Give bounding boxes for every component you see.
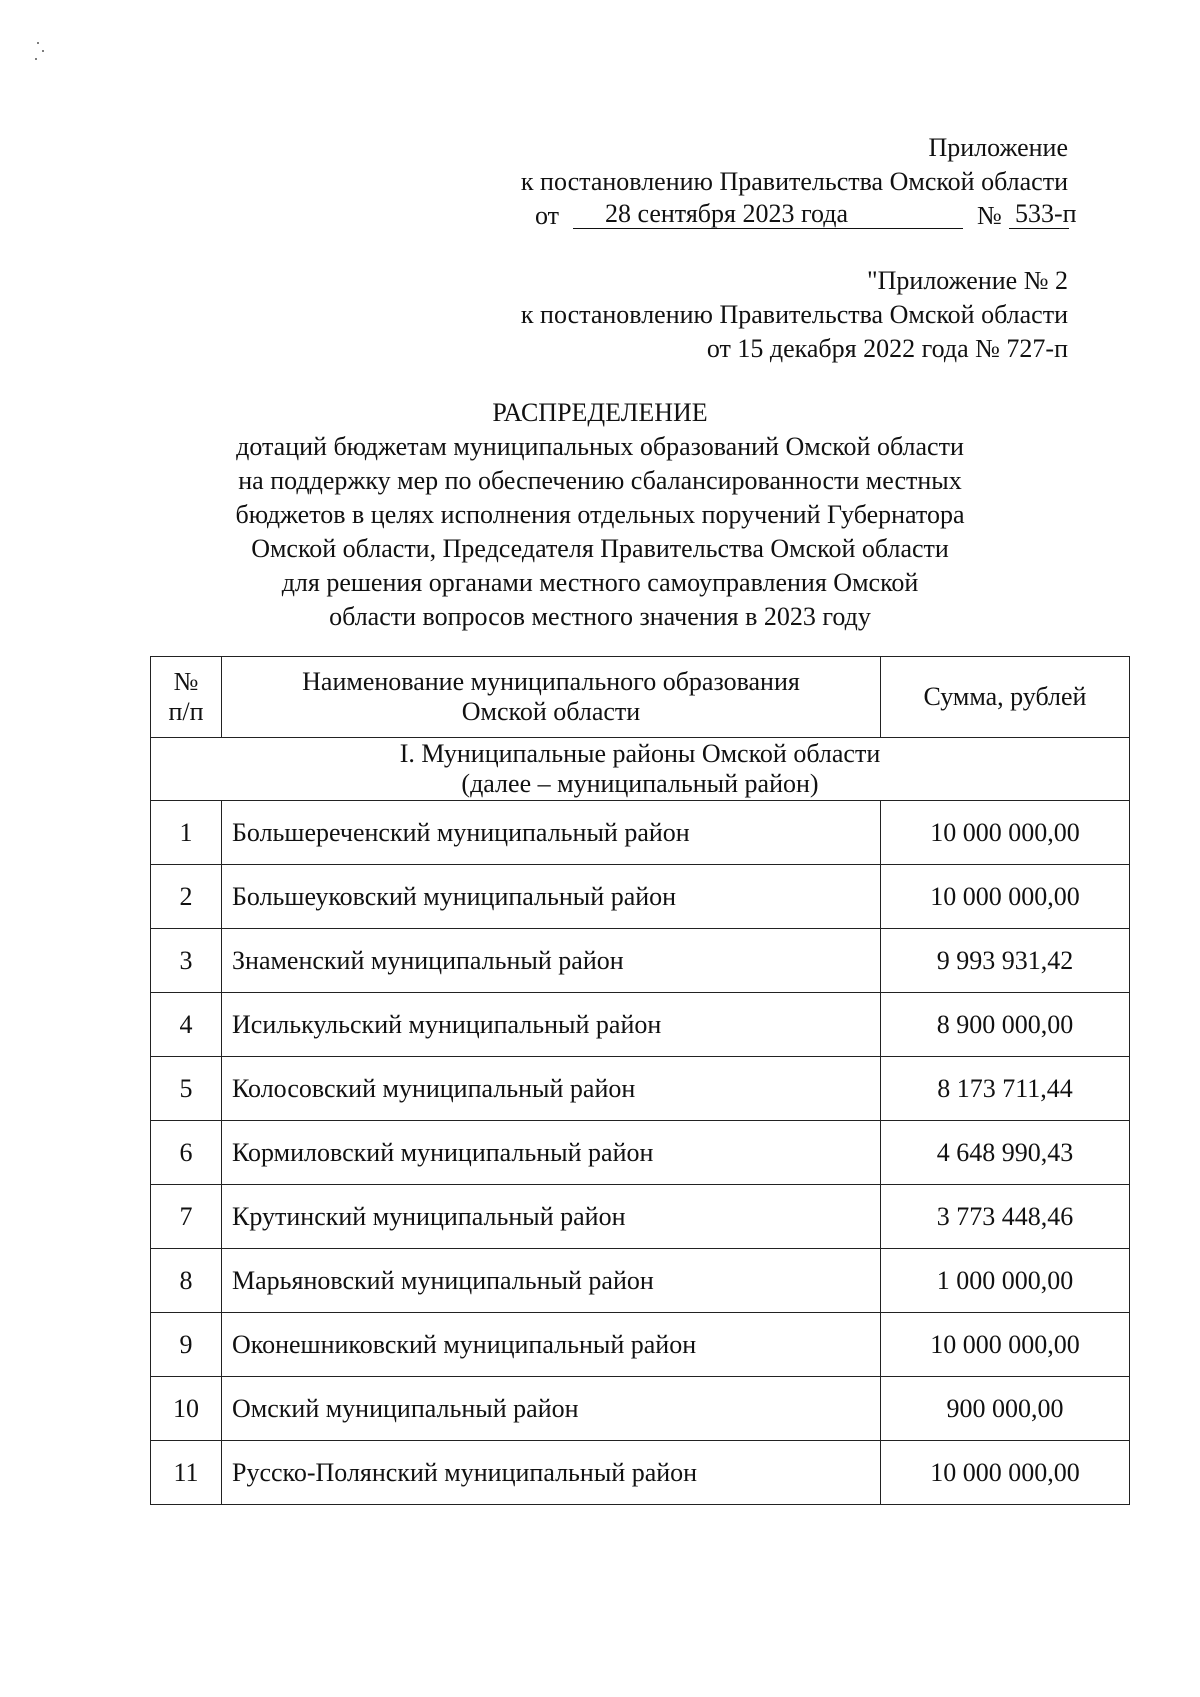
header-name-line: Наименование муниципального образования xyxy=(302,667,800,696)
row-number: 2 xyxy=(151,865,222,929)
heading-line: бюджетов в целях исполнения отдельных поручений Губернатора xyxy=(235,500,965,529)
appendix-title: Приложение xyxy=(928,133,1068,162)
section-subtitle: (далее – муниципальный район) xyxy=(461,769,819,798)
table-row xyxy=(151,1313,1130,1377)
header-name-cell xyxy=(222,657,881,738)
heading-line: Омской области, Председателя Правительства Омской области xyxy=(251,534,949,563)
row-number: 6 xyxy=(151,1121,222,1185)
row-sum: 10 000 000,00 xyxy=(881,865,1130,929)
table-row xyxy=(151,1057,1130,1121)
prior-appendix-title: "Приложение № 2 xyxy=(867,266,1068,295)
row-sum: 8 173 711,44 xyxy=(881,1057,1130,1121)
number-prefix: № xyxy=(977,201,1002,230)
row-name: Оконешниковский муниципальный район xyxy=(222,1313,881,1377)
table-row xyxy=(151,1377,1130,1441)
date-field xyxy=(573,200,963,229)
row-sum: 10 000 000,00 xyxy=(881,801,1130,865)
row-number: 9 xyxy=(151,1313,222,1377)
row-name: Кормиловский муниципальный район xyxy=(222,1121,881,1185)
heading-line: для решения органами местного самоуправления Омской xyxy=(281,568,919,597)
decree-date: 28 сентября 2023 года xyxy=(605,199,849,228)
header-number-line: № xyxy=(173,667,199,696)
scan-speck xyxy=(42,50,44,52)
header-number-line: п/п xyxy=(168,697,204,726)
row-name: Русско-Полянский муниципальный район xyxy=(222,1441,881,1505)
distribution-table xyxy=(150,656,1130,1505)
row-number: 11 xyxy=(151,1441,222,1505)
row-name: Большеуковский муниципальный район xyxy=(222,865,881,929)
row-name: Крутинский муниципальный район xyxy=(222,1185,881,1249)
scan-speck xyxy=(37,42,39,44)
section-title: I. Муниципальные районы Омской области xyxy=(399,739,881,768)
section-row xyxy=(151,738,1130,801)
section-cell xyxy=(151,738,1130,801)
row-number: 5 xyxy=(151,1057,222,1121)
table-row xyxy=(151,929,1130,993)
row-sum: 9 993 931,42 xyxy=(881,929,1130,993)
scan-speck xyxy=(35,58,37,60)
appendix-decree-line: к постановлению Правительства Омской области xyxy=(520,167,1068,196)
header-name-line: Омской области xyxy=(461,697,641,726)
table-row xyxy=(151,801,1130,865)
decree-number: 533-п xyxy=(1015,199,1077,228)
row-number: 3 xyxy=(151,929,222,993)
heading-line: на поддержку мер по обеспечению сбалансированности местных xyxy=(238,466,962,495)
row-name: Омский муниципальный район xyxy=(222,1377,881,1441)
row-sum: 8 900 000,00 xyxy=(881,993,1130,1057)
date-prefix: от xyxy=(535,201,560,230)
heading-line: области вопросов местного значения в 2023 году xyxy=(329,602,871,631)
row-number: 1 xyxy=(151,801,222,865)
document-title: РАСПРЕДЕЛЕНИЕ xyxy=(492,398,708,427)
prior-appendix-date-line: от 15 декабря 2022 года № 727-п xyxy=(706,334,1068,363)
header-number-cell xyxy=(151,657,222,738)
row-sum: 1 000 000,00 xyxy=(881,1249,1130,1313)
row-name: Исилькульский муниципальный район xyxy=(222,993,881,1057)
number-field xyxy=(1009,199,1077,229)
row-number: 10 xyxy=(151,1377,222,1441)
row-name: Большереченский муниципальный район xyxy=(222,801,881,865)
table-row xyxy=(151,865,1130,929)
row-sum: 3 773 448,46 xyxy=(881,1185,1130,1249)
table-row xyxy=(151,1249,1130,1313)
row-sum: 900 000,00 xyxy=(881,1377,1130,1441)
row-sum: 10 000 000,00 xyxy=(881,1313,1130,1377)
table-row xyxy=(151,1121,1130,1185)
row-name: Марьяновский муниципальный район xyxy=(222,1249,881,1313)
header-sum-cell: Сумма, рублей xyxy=(881,657,1130,738)
prior-appendix-decree-line: к постановлению Правительства Омской области xyxy=(520,300,1068,329)
table-row xyxy=(151,1185,1130,1249)
row-sum: 10 000 000,00 xyxy=(881,1441,1130,1505)
heading-line: дотаций бюджетам муниципальных образований Омской области xyxy=(236,432,964,461)
table-row xyxy=(151,1441,1130,1505)
appendix-date-line xyxy=(535,199,1077,232)
row-sum: 4 648 990,43 xyxy=(881,1121,1130,1185)
row-number: 8 xyxy=(151,1249,222,1313)
row-name: Колосовский муниципальный район xyxy=(222,1057,881,1121)
table-row xyxy=(151,993,1130,1057)
row-number: 7 xyxy=(151,1185,222,1249)
row-number: 4 xyxy=(151,993,222,1057)
table-header-row xyxy=(151,657,1130,738)
row-name: Знаменский муниципальный район xyxy=(222,929,881,993)
